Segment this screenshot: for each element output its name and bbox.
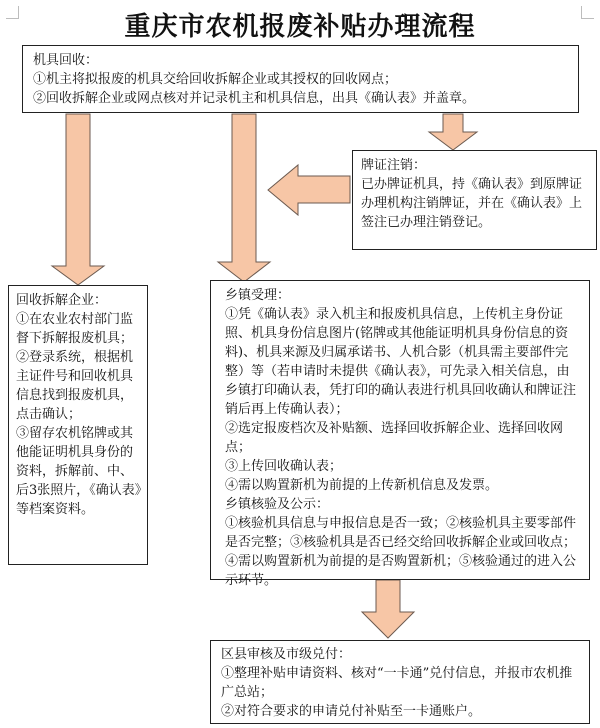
township-acceptance-box [210,280,590,588]
county-heading: 区县审核及市级兑付： [221,647,352,662]
arrow-to-township [218,114,270,282]
township-line-4: ④需以购置新机为前提的上传新机信息及发票。 [225,478,499,493]
county-line-2: ②对符合要求的申请兑付补贴至一卡通账户。 [221,704,482,719]
dismantle-line-2: ②登录系统，根据机主证件号和回收机具信息找到报废机具，点击确认； [16,350,134,422]
county-line-1: ①整理补贴申请资料、核对“一卡通”兑付信息，并报市农机推广总站； [221,666,573,700]
page-title: 重庆市农机报废补贴办理流程 [124,12,476,42]
township-review-heading: 乡镇核验及公示： [225,497,330,512]
dismantle-company-box [8,285,148,565]
plate-heading: 牌证注销： [361,158,427,173]
plate-cancellation-box [352,150,597,250]
recovery-heading: 机具回收： [33,53,99,68]
arrow-to-dismantle [52,114,104,285]
township-line-1: ①凭《确认表》录入机主和报废机具信息，上传机主身份证照、机具身份信息图片(铭牌或其他能证明机具身份信息的资料)、机具来源及归属承诺书、人机合影（机具需主要部件完整）等（若申请时未提供《确认表》，可先录入相关信息，由乡镇打印确认表，凭打印的确认表进行机具回收确认和牌证注销后再上传确认表）； [225,307,577,417]
recovery-line-2: ②回收拆解企业或网点核对并记录机主和机具信息，出具《确认表》并盖章。 [33,91,476,106]
dismantle-line-3: ③留存农机铭牌或其他能证明机具身份的资料，拆解前、中、后3张照片，《确认表》等档案资料。 [16,426,142,517]
recovery-line-1: ①机主将拟报废的机具交给回收拆解企业或其授权的回收网点； [33,72,398,87]
arrow-plate-to-township [268,165,350,215]
recovery-box [22,45,579,113]
township-line-3: ③上传回收确认表； [225,459,343,474]
township-line-2: ②选定报废档次及补贴额、选择回收拆解企业、选择回收网点； [225,421,564,455]
county-review-box [210,640,590,724]
arrow-to-plate [429,114,477,150]
dismantle-line-1: ①在农业农村部门监督下拆解报废机具； [16,312,134,346]
plate-body: 已办牌证机具，持《确认表》到原牌证办理机构注销牌证，并在《确认表》上签注已办理注销登记。 [361,177,583,230]
township-review-body: ①核验机具信息与申报信息是否一致；②核验机具主要零部件是否完整；③核验机具是否已经交给回收拆解企业或回收点；④需以购置新机为前提的是否购置新机；⑤核验通过的进入公示环节。 [225,516,577,588]
dismantle-heading: 回收拆解企业： [16,293,108,308]
township-heading: 乡镇受理： [225,288,291,303]
